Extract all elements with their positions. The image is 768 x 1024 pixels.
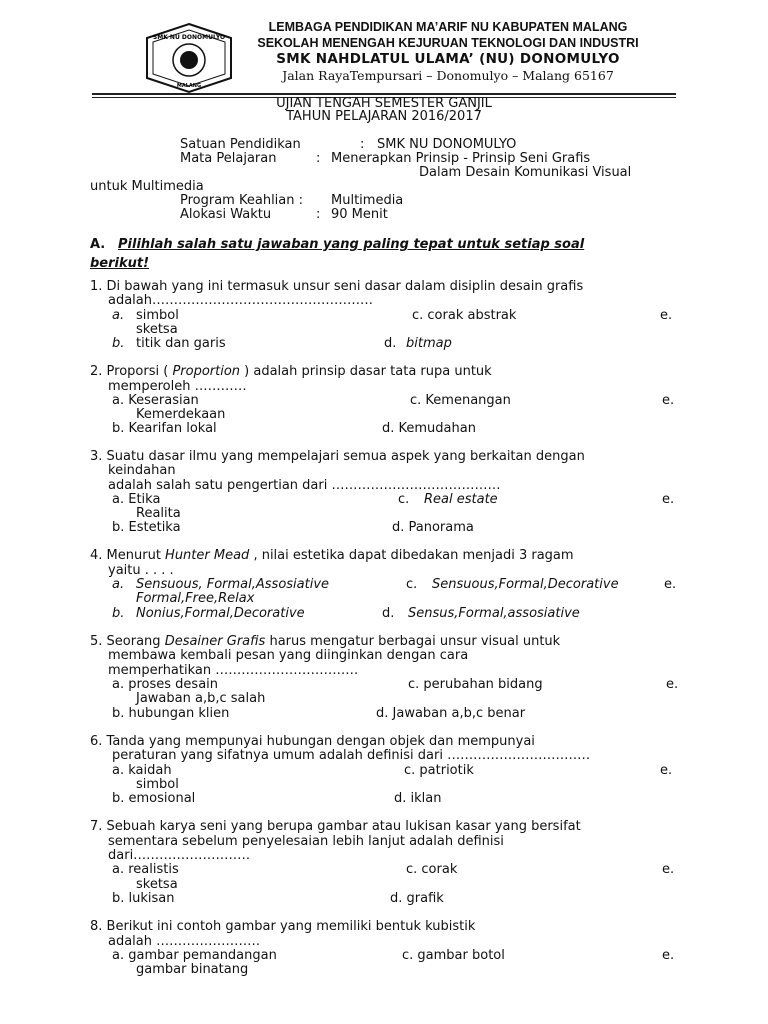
q6-opt-c: c. patriotik <box>404 763 474 778</box>
q8-opt-e-label: e. <box>662 948 675 963</box>
q3-opt-a: a. Etika <box>112 492 161 507</box>
q7-opt-e: sketsa <box>136 877 178 892</box>
q5-opt-a: a. proses desain <box>112 677 219 692</box>
info-mapel-value: Menerapkan Prinsip - Prinsip Seni Grafis <box>331 151 591 166</box>
q1-stem-cont: adalah…………………………………………… <box>108 293 374 308</box>
q4-stem-b: , nilai estetika dapat dibedakan menjadi 3 ragam <box>249 548 574 563</box>
q4-opt-c-text: Sensuous,Formal,Decorative <box>432 577 619 592</box>
info-mapel-value-cont: Dalam Desain Komunikasi Visual <box>419 165 632 180</box>
q7-opt-e-label: e. <box>662 862 675 877</box>
q5-opt-e: Jawaban a,b,c salah <box>136 691 266 706</box>
q7-stem: 7. Sebuah karya seni yang berupa gambar atau lukisan kasar yang bersifat <box>90 819 581 834</box>
q4-opt-b-text: Nonius,Formal,Decorative <box>136 606 305 621</box>
q4-opt-a-label <box>112 577 124 592</box>
q2-opt-c: c. Kemenangan <box>410 393 511 408</box>
q4-opt-b-label <box>112 606 124 621</box>
logo-bottom-text: MALANG <box>176 83 202 89</box>
q4-stem-cont: yaitu . . . . <box>108 563 174 578</box>
info-mapel-sep: : <box>316 151 321 166</box>
info-mapel-label: Mata Pelajaran <box>180 151 277 166</box>
q7-opt-d: d. grafik <box>390 891 444 906</box>
q8-opt-a: a. gambar pemandangan <box>112 948 277 963</box>
exam-title: UJIAN TENGAH SEMESTER GANJIL <box>276 96 492 111</box>
q2-opt-b: b. Kearifan lokal <box>112 421 217 436</box>
q6-opt-a: a. kaidah <box>112 763 172 778</box>
q1-stem: 1. Di bawah yang ini termasuk unsur seni dasar dalam disiplin desain grafis <box>90 279 584 294</box>
q5-opt-d: d. Jawaban a,b,c benar <box>376 706 526 721</box>
q1-opt-e: sketsa <box>136 322 178 337</box>
section-instruction-cont <box>90 256 149 271</box>
q4-opt-d-label: d. <box>382 606 395 621</box>
q2-stem-italic: Proportion <box>172 364 241 379</box>
q1-opt-a-letter: a. <box>112 308 125 323</box>
q5-stem-cont2: memperhatikan …………………………… <box>108 663 359 678</box>
q5-opt-c: c. perubahan bidang <box>408 677 543 692</box>
section-instruction-text-cont: berikut! <box>90 256 150 271</box>
q6-opt-e: simbol <box>136 777 179 792</box>
header-divider-thick <box>92 93 676 95</box>
info-mapel-value-cont2: untuk Multimedia <box>90 179 204 194</box>
q8-opt-e: gambar binatang <box>136 962 249 977</box>
q7-stem-cont: sementara sebelum penyelesaian lebih lanjut adalah definisi <box>108 834 504 849</box>
q1-opt-d-label: d. <box>384 336 397 351</box>
header-school-type: SEKOLAH MENENGAH KEJURUAN TEKNOLOGI DAN INDUSTRI <box>257 36 639 50</box>
q5-opt-b: b. hubungan klien <box>112 706 230 721</box>
q8-stem-cont: adalah …………………… <box>108 934 261 949</box>
q4-opt-e-text: Formal,Free,Relax <box>136 591 255 606</box>
q7-opt-a: a. realistis <box>112 862 179 877</box>
q2-stem <box>90 364 492 379</box>
q3-stem-cont: keindahan <box>108 463 176 478</box>
header-foundation: LEMBAGA PENDIDIKAN MA’ARIF NU KABUPATEN MALANG <box>268 20 628 34</box>
q2-stem-a: 2. Proporsi ( <box>90 364 173 379</box>
q5-stem-cont: membawa kembali pesan yang diinginkan dengan cara <box>108 648 469 663</box>
q8-opt-c: c. gambar botol <box>402 948 505 963</box>
q2-stem-cont: memperoleh ………… <box>108 379 247 394</box>
q3-opt-c-label: c. <box>398 492 410 507</box>
q2-opt-d: d. Kemudahan <box>382 421 476 436</box>
q3-opt-c <box>424 492 498 507</box>
info-alokasi-sep: : <box>316 207 321 222</box>
section-instruction <box>118 237 584 252</box>
q1-opt-b-label <box>112 336 124 351</box>
q6-opt-d: d. iklan <box>394 791 442 806</box>
q1-opt-b-letter: b. <box>112 336 125 351</box>
q1-opt-d <box>406 336 452 351</box>
q4-opt-a <box>136 577 329 592</box>
q5-stem-italic: Desainer Grafis <box>164 634 266 649</box>
q3-opt-d: d. Panorama <box>392 520 474 535</box>
q3-opt-e-label: e. <box>662 492 675 507</box>
q5-stem-b: harus mengatur berbagai unsur visual untuk <box>265 634 561 649</box>
q4-stem <box>90 548 574 563</box>
q1-opt-a: simbol <box>136 308 179 323</box>
q4-opt-d-text: Sensus,Formal,assosiative <box>408 606 580 621</box>
info-satuan-sep: : <box>360 137 365 152</box>
q4-opt-d <box>408 606 580 621</box>
q6-stem-cont: peraturan yang sifatnya umum adalah definisi dari …………………………… <box>112 748 591 763</box>
q6-opt-e-label: e. <box>660 763 673 778</box>
q7-opt-c: c. corak <box>406 862 458 877</box>
exam-year: TAHUN PELAJARAN 2016/2017 <box>286 109 482 124</box>
q1-opt-e-label: e. <box>660 308 673 323</box>
q2-stem-b: ) adalah prinsip dasar tata rupa untuk <box>240 364 492 379</box>
q1-opt-a-label <box>112 308 124 323</box>
info-alokasi-value: 90 Menit <box>331 207 388 222</box>
school-logo-icon <box>145 22 233 94</box>
q5-stem-a: 5. Seorang <box>90 634 165 649</box>
q3-stem-cont2: adalah salah satu pengertian dari ………………………………… <box>108 478 501 493</box>
q4-opt-e <box>136 591 254 606</box>
q4-opt-c <box>432 577 619 592</box>
header-address: Jalan RayaTempursari – Donomulyo – Malang 65167 <box>282 68 614 83</box>
q2-opt-a: a. Keserasian <box>112 393 199 408</box>
q6-opt-b: b. emosional <box>112 791 196 806</box>
q5-opt-e-label: e. <box>666 677 679 692</box>
q4-opt-a-letter: a. <box>112 577 125 592</box>
section-instruction-text: Pilihlah salah satu jawaban yang paling tepat untuk setiap soal <box>118 237 585 252</box>
q2-opt-e: Kemerdekaan <box>136 407 226 422</box>
q7-opt-b: b. lukisan <box>112 891 175 906</box>
info-satuan-value: SMK NU DONOMULYO <box>377 137 517 152</box>
logo-top-text: SMK NU DONOMULYO <box>152 34 226 41</box>
q4-opt-b <box>136 606 305 621</box>
q1-opt-d-text: bitmap <box>406 336 452 351</box>
q3-stem: 3. Suatu dasar ilmu yang mempelajari semua aspek yang berkaitan dengan <box>90 449 585 464</box>
q4-opt-b-letter: b. <box>112 606 125 621</box>
info-alokasi-label: Alokasi Waktu <box>180 207 272 222</box>
info-satuan-label: Satuan Pendidikan <box>180 137 301 152</box>
section-letter: A. <box>90 237 106 252</box>
q4-opt-e-label: e. <box>664 577 677 592</box>
header-school-name: SMK NAHDLATUL ULAMA’ (NU) DONOMULYO <box>276 51 620 67</box>
q3-opt-c-text: Real estate <box>424 492 498 507</box>
info-program-label: Program Keahlian : <box>180 193 304 208</box>
q4-stem-a: 4. Menurut <box>90 548 166 563</box>
q1-opt-c: c. corak abstrak <box>412 308 517 323</box>
q4-stem-italic: Hunter Mead <box>165 548 250 563</box>
q7-stem-cont2: dari……………………… <box>108 848 251 863</box>
q3-opt-b: b. Estetika <box>112 520 181 535</box>
q3-opt-e: Realita <box>136 506 181 521</box>
q4-opt-a-text: Sensuous, Formal,Assosiative <box>136 577 330 592</box>
q5-stem <box>90 634 560 649</box>
info-program-value: Multimedia <box>331 193 404 208</box>
q2-opt-e-label: e. <box>662 393 675 408</box>
q1-opt-b: titik dan garis <box>136 336 226 351</box>
q4-opt-c-label: c. <box>406 577 418 592</box>
q8-stem: 8. Berikut ini contoh gambar yang memiliki bentuk kubistik <box>90 919 476 934</box>
q6-stem: 6. Tanda yang mempunyai hubungan dengan objek dan mempunyai <box>90 734 535 749</box>
